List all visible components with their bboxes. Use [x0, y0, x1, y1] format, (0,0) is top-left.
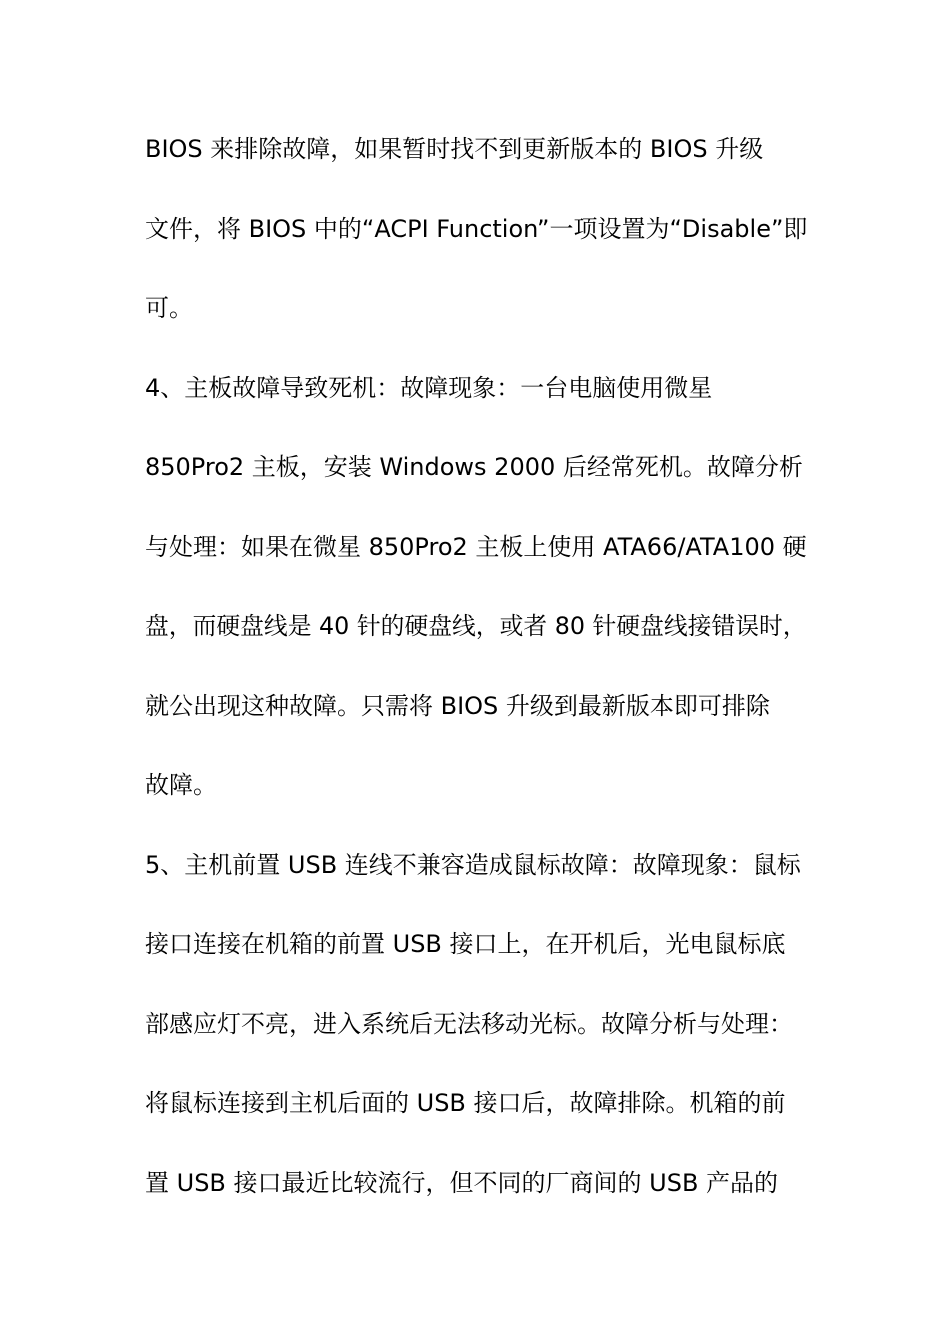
text-line: 4、主板故障导致死机：故障现象：一台电脑使用微星: [145, 374, 713, 402]
text-line: 就公出现这种故障。只需将 BIOS 升级到最新版本即可排除: [145, 692, 770, 720]
text-line: 接口连接在机箱的前置 USB 接口上，在开机后，光电鼠标底: [145, 930, 786, 958]
text-line: 可。: [145, 294, 193, 322]
text-line: 故障。: [145, 771, 217, 799]
text-line: 盘，而硬盘线是 40 针的硬盘线，或者 80 针硬盘线接错误时，: [145, 612, 807, 640]
text-line: 文件，将 BIOS 中的“ACPI Function”一项设置为“Disable”即: [145, 215, 808, 243]
text-line: 850Pro2 主板，安装 Windows 2000 后经常死机。故障分析: [145, 453, 803, 481]
text-line: 5、主机前置 USB 连线不兼容造成鼠标故障：故障现象：鼠标: [145, 851, 801, 879]
text-line: BIOS 来排除故障，如果暂时找不到更新版本的 BIOS 升级: [145, 135, 764, 163]
text-line: 部感应灯不亮，进入系统后无法移动光标。故障分析与处理：: [145, 1010, 793, 1038]
text-line: 与处理：如果在微星 850Pro2 主板上使用 ATA66/ATA100 硬: [145, 533, 807, 561]
text-line: 置 USB 接口最近比较流行，但不同的厂商间的 USB 产品的: [145, 1169, 779, 1197]
text-line: 将鼠标连接到主机后面的 USB 接口后，故障排除。机箱的前: [145, 1089, 786, 1117]
